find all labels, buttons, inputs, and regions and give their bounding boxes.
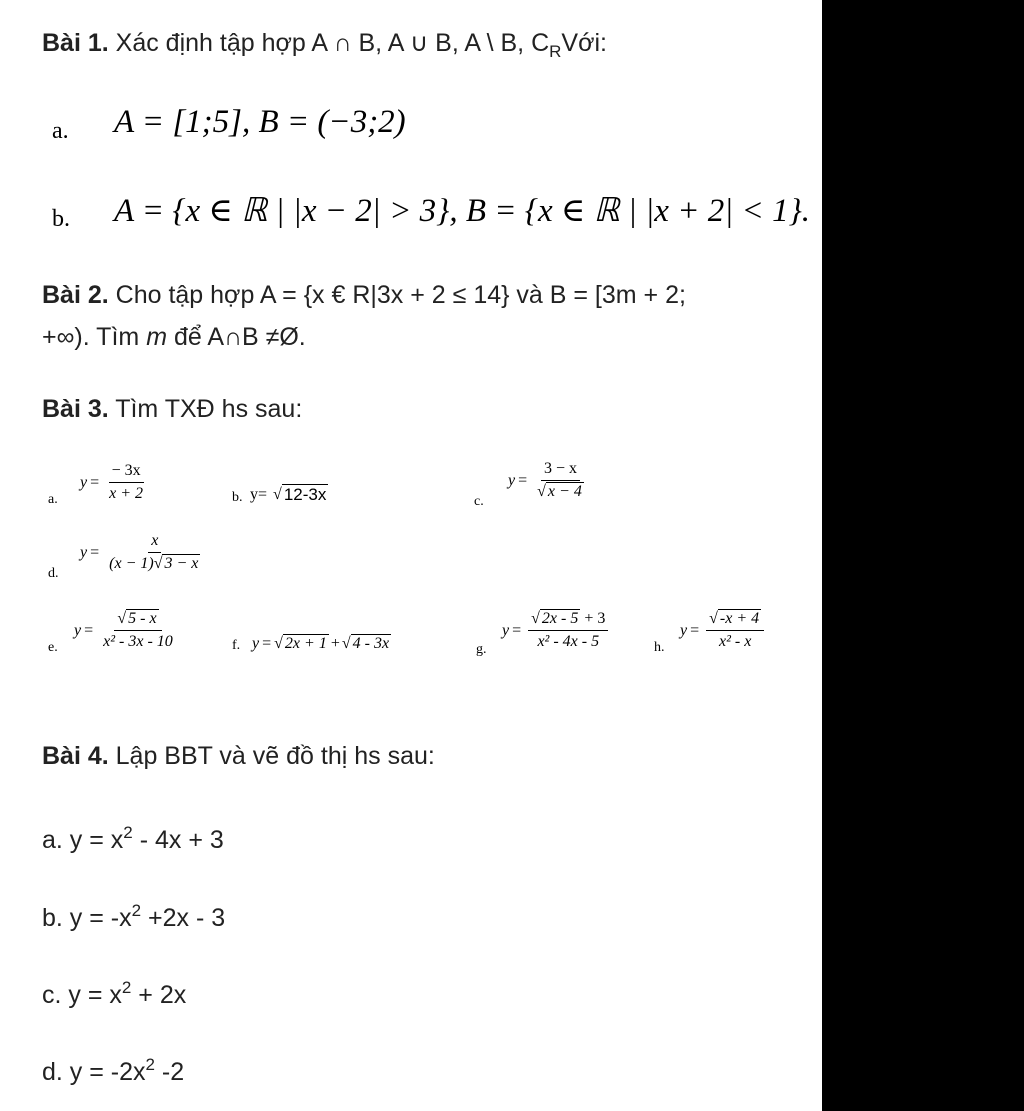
bai3-b-label: b.	[232, 490, 243, 505]
bai3-f-rad2: 4 - 3x	[352, 635, 390, 652]
bai3-e-den: x² - 3x - 10	[103, 633, 173, 650]
bai3-d-label: d.	[48, 566, 59, 581]
bai3-h-num-rad: -x + 4	[719, 610, 760, 627]
bai4-text: Lập BBT và vẽ đồ thị hs sau:	[108, 742, 435, 770]
bai4-c-pre: c. y = x	[42, 981, 122, 1009]
bai3-d-den-rad: 3 − x	[164, 555, 199, 572]
bai2-text: Cho tập hợp A = {x € R|3x + 2 ≤ 14} và B = [3m + 2;	[108, 281, 686, 309]
bai1-subscript: R	[549, 42, 562, 61]
bai2-line2-a: +∞). Tìm	[42, 323, 147, 351]
bai3-f-rad1: 2x + 1	[284, 635, 327, 652]
bai1-text: Xác định tập hợp A ∩ B, A ∪ B, A \ B, C	[108, 29, 550, 57]
bai3-g-lhs: y	[502, 621, 510, 639]
bai4-b-post: +2x - 3	[141, 904, 226, 932]
bai3-g-den: x² - 4x - 5	[537, 633, 600, 650]
bai4-heading	[42, 741, 435, 771]
bai3-b-formula: y= √ 12-3x	[250, 485, 327, 504]
bai4-b-pre: b. y = -x	[42, 904, 132, 932]
bai3-text: Tìm TXĐ hs sau:	[108, 395, 303, 423]
bai1-text-end: Với:	[561, 29, 607, 57]
bai3-d-num: x	[148, 532, 161, 553]
bai4-item-c	[42, 973, 186, 1010]
bai3-f-lhs: y	[252, 634, 260, 652]
bai1-b-formula: A = {x ∈ ℝ | |x − 2| > 3}, B = {x ∈ ℝ | |x + 2| < 1}.	[114, 193, 811, 229]
bai2-title: Bài 2.	[42, 281, 109, 309]
bai2-line2	[42, 322, 306, 352]
bai3-title: Bài 3.	[42, 395, 109, 423]
bai3-h-label: h.	[654, 640, 665, 655]
bai3-a-formula: y = $\frac{- 3x}{x + 2}$	[80, 462, 146, 503]
bai3-g-num-rad: 2x - 5	[541, 610, 579, 627]
bai3-b-rad: 12-3x	[283, 485, 327, 504]
bai3-a-lhs: y	[80, 473, 88, 491]
bai1-title: Bài 1.	[42, 29, 109, 57]
bai3-a-den: x + 2	[109, 485, 144, 502]
bai4-d-pre: d. y = -2x	[42, 1058, 146, 1086]
bai3-e-label: e.	[48, 640, 58, 655]
bai3-d-lhs: y	[80, 543, 88, 561]
bai1-heading	[42, 28, 607, 67]
bai4-d-post: -2	[154, 1058, 185, 1086]
black-side-panel	[822, 0, 1024, 1111]
bai1-b-label: b.	[52, 206, 70, 232]
bai3-g-num-post: + 3	[580, 610, 606, 627]
bai4-item-b	[42, 896, 225, 933]
bai3-f-plus: +	[330, 634, 340, 652]
bai3-h-den: x² - x	[718, 633, 752, 650]
bai3-e-formula: y = $\frac{√ 5 - x}{\text{x² - 3x - 10}}$	[74, 610, 176, 651]
bai3-h-lhs: y	[680, 621, 688, 639]
bai4-item-a	[42, 818, 224, 855]
bai3-b-lhs: y=	[250, 485, 268, 503]
bai3-a-label: a.	[48, 492, 58, 507]
bai3-h-formula: y = $\frac{√ -x + 4}{\text{x² - x}}$	[680, 610, 764, 651]
bai4-d-exp: 2	[145, 1055, 155, 1074]
bai4-a-post: - 4x + 3	[132, 826, 224, 854]
bai3-d-formula: y = $\frac{x}{(x - 1)√ 3 - x}$	[80, 532, 199, 572]
bai3-c-lhs: y	[508, 471, 516, 489]
bai4-b-exp: 2	[131, 901, 142, 920]
bai3-e-lhs: y	[74, 621, 82, 639]
bai1-a-formula: A = [1;5], B = (−3;2)	[114, 104, 406, 140]
bai3-c-den-rad: x − 4	[547, 483, 582, 500]
bai3-f-label: f.	[232, 638, 241, 653]
bai4-title: Bài 4.	[42, 742, 109, 770]
bai3-c-num: 3 − x	[541, 460, 580, 481]
bai2-line2-b: để A∩B ≠Ø.	[167, 323, 306, 351]
bai1-a-label: a.	[52, 118, 69, 144]
bai2-variable-m: m	[146, 323, 168, 351]
bai3-f-formula: y = √ 2x + 1 + √ 4 - 3x	[252, 634, 390, 652]
bai3-c-formula: y = $\frac{3 - x}{√ x - 4}$	[508, 460, 582, 500]
bai3-g-label: g.	[476, 642, 487, 657]
bai4-c-exp: 2	[121, 978, 132, 997]
bai3-e-num-rad: 5 - x	[128, 610, 157, 627]
bai3-a-num: − 3x	[109, 462, 144, 483]
bai4-c-post: + 2x	[131, 981, 187, 1009]
bai3-d-den-pre: (x − 1)	[109, 555, 154, 572]
bai2-line1	[42, 280, 686, 310]
bai4-item-d	[42, 1050, 184, 1087]
bai3-heading	[42, 394, 302, 424]
bai3-g-formula: y = $\frac{√ 2x - 5 + 3}{\text{x² - 4x - 5}}$	[502, 610, 608, 651]
bai4-a-exp: 2	[123, 823, 133, 842]
bai3-c-label: c.	[474, 494, 484, 509]
bai4-a-pre: a. y = x	[42, 826, 124, 854]
